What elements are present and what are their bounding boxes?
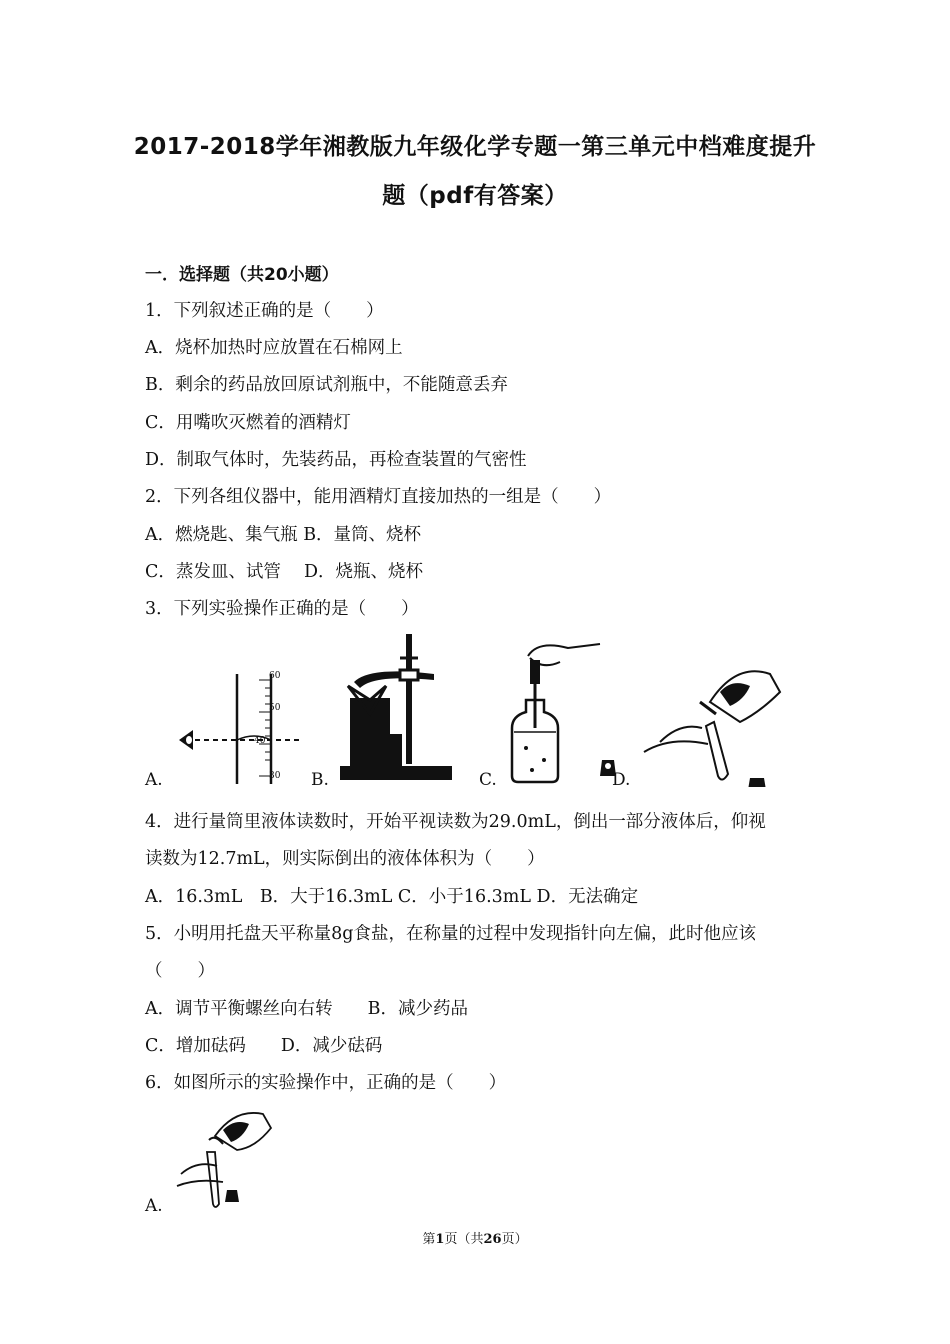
figure-iron-stand-heating (330, 630, 465, 785)
figure-cylinder-reading (175, 668, 305, 788)
footer-suffix: 页） (501, 1232, 528, 1247)
question-2: 2．下列各组仪器中，能用酒精灯直接加热的一组是（ ） (145, 487, 612, 507)
footer-prefix: 第 (422, 1232, 436, 1247)
cylinder-scale-40: 40 (254, 736, 266, 746)
q3-option-label-c: C. (479, 770, 497, 790)
question-1-option-a: A．烧杯加热时应放置在石棉网上 (145, 338, 403, 358)
q3-option-label-b: B. (311, 770, 329, 790)
question-2-options-cd: C．蒸发皿、试管 D．烧瓶、烧杯 (145, 562, 423, 582)
question-4-line-2: 读数为12.7mL，则实际倒出的液体体积为（ ） (145, 849, 545, 869)
document-title-line-2: 题（pdf有答案） (382, 183, 568, 209)
figure-dropper-into-bottle (508, 636, 628, 786)
question-1-option-c: C．用嘴吹灭燃着的酒精灯 (145, 413, 351, 433)
question-1-option-d: D．制取气体时，先装药品，再检查装置的气密性 (145, 450, 527, 470)
question-5-options-ab: A．调节平衡螺丝向右转 B．减少药品 (145, 999, 468, 1019)
q3-option-label-d: D. (612, 770, 631, 790)
question-1-option-b: B．剩余的药品放回原试剂瓶中，不能随意丢弃 (145, 375, 508, 395)
q3-option-label-a: A. (145, 770, 163, 790)
question-5-line-1: 5．小明用托盘天平称量8g食盐，在称量的过程中发现指针向左偏，此时他应该 (145, 924, 756, 944)
cylinder-scale-60: 60 (269, 671, 281, 681)
question-5-line-2: （ ） (145, 961, 215, 981)
question-3: 3．下列实验操作正确的是（ ） (145, 599, 419, 619)
q6-option-label-a: A. (145, 1196, 163, 1216)
page-footer (0, 1228, 950, 1247)
figure-q6-pouring-liquid (175, 1100, 275, 1210)
footer-mid: 页（共 (444, 1232, 484, 1247)
section-heading: 一．选择题（共20小题） (145, 265, 339, 285)
question-4-line-1: 4．进行量筒里液体读数时，开始平视读数为29.0mL，倒出一部分液体后，仰视 (145, 812, 766, 832)
question-6: 6．如图所示的实验操作中，正确的是（ ） (145, 1073, 507, 1093)
footer-total-pages: 26 (483, 1232, 502, 1247)
question-5-options-cd: C．增加砝码 D．减少砝码 (145, 1036, 383, 1056)
question-4-options: A．16.3mL B．大于16.3mL C．小于16.3mL D．无法确定 (145, 887, 639, 907)
question-1: 1．下列叙述正确的是（ ） (145, 301, 384, 321)
figure-pouring-into-test-tube (640, 652, 790, 787)
cylinder-scale-50: 50 (269, 703, 281, 713)
footer-page-number: 1 (435, 1232, 445, 1247)
cylinder-scale-30: 30 (269, 771, 281, 781)
question-2-options-ab: A．燃烧匙、集气瓶 B．量筒、烧杯 (145, 525, 422, 545)
document-title-line-1: 2017-2018学年湘教版九年级化学专题一第三单元中档难度提升 (133, 134, 817, 160)
